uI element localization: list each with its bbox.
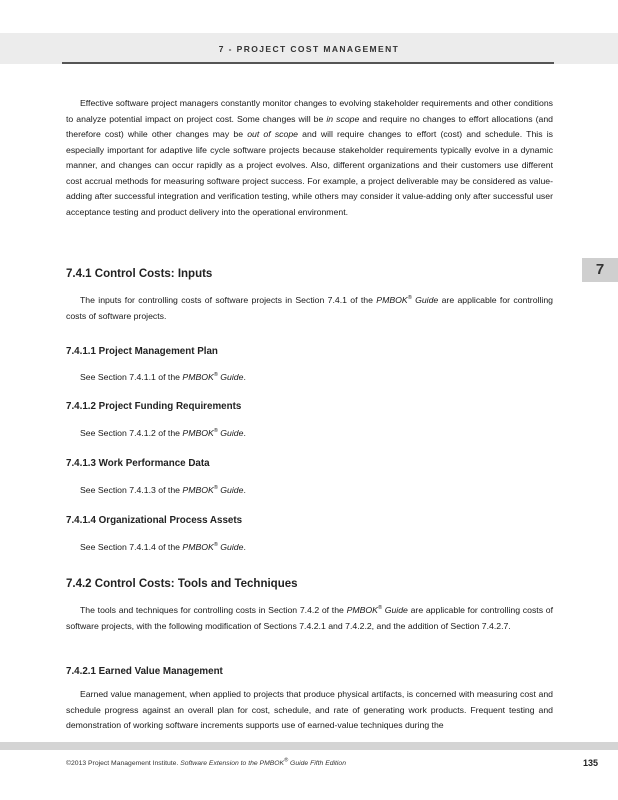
section-7-4-2-paragraph: The tools and techniques for controlling costs in Section 7.4.2 of the PMBOK® Guide are applicable for controlling costs of software projects, with the following modification of Sections 7.4.2.1 and 7.4.2.2, and the addition of Section 7.4.2.7.: [66, 605, 554, 631]
subsection-heading-7-4-1-1: 7.4.1.1 Project Management Plan: [66, 346, 218, 357]
subsection-7-4-1-2-text: See Section 7.4.1.2 of the PMBOK® Guide.: [80, 428, 246, 438]
running-header: 7 - PROJECT COST MANAGEMENT: [218, 44, 400, 54]
chapter-tab[interactable]: 7: [582, 258, 618, 282]
subsection-7-4-1-3-text: See Section 7.4.1.3 of the PMBOK® Guide.: [80, 485, 246, 495]
section-7-4-1-paragraph: The inputs for controlling costs of software projects in Section 7.4.1 of the PMBOK® Guide are applicable for controlling costs of software projects.: [66, 295, 553, 321]
page-number: 135: [583, 758, 599, 768]
footer-copyright: ©2013 Project Management Institute. Software Extension to the PMBOK® Guide Fifth Edition: [66, 757, 346, 767]
subsection-7-4-1-1-text: See Section 7.4.1.1 of the PMBOK® Guide.: [80, 372, 246, 382]
subsection-7-4-1-4-text: See Section 7.4.1.4 of the PMBOK® Guide.: [80, 542, 246, 552]
emphasis-out-of-scope: out of scope: [247, 129, 299, 139]
subsection-heading-7-4-1-2: 7.4.1.2 Project Funding Requirements: [66, 401, 242, 412]
section-7-4-2-1-paragraph: Earned value management, when applied to projects that produce physical artifacts, is concerned with measuring cost and schedule progress against an overall plan for cost, schedule, and rate of generating work products. Frequent testing and demonstration of working software increments supports use of earned-value techniques during the: [66, 689, 553, 730]
section-heading-7-4-2: 7.4.2 Control Costs: Tools and Techniques: [66, 578, 298, 590]
emphasis-in-scope: in scope: [326, 113, 360, 124]
header-rule: [62, 62, 554, 64]
subsection-heading-7-4-2-1: 7.4.2.1 Earned Value Management: [66, 666, 223, 677]
intro-paragraph: Effective software project managers constantly monitor changes to evolving stakeholder requirements and other conditions to analyze potential impact on project cost. Some changes will be in scope and require no changes to effort allocations (and therefore cost) while other changes may be out of scope and will require changes to effort (cost) and schedule. This is especially important for adaptive life cycle software projects because stakeholder requirements typically evolve in a dynamic manner, and changes can occur rapidly as a project evolves. Also, different organizations and their customers use different cost accrual methods for measuring software project success. For example, a project deliverable may be considered as value-adding after successful integration and verification testing, while others may consider it value-adding only after successful user acceptance testing and product delivery into the operational environment.: [66, 98, 553, 217]
section-heading-7-4-1: 7.4.1 Control Costs: Inputs: [66, 268, 213, 280]
subsection-heading-7-4-1-4: 7.4.1.4 Organizational Process Assets: [66, 515, 243, 526]
footer-bar: [0, 742, 618, 750]
subsection-heading-7-4-1-3: 7.4.1.3 Work Performance Data: [66, 458, 210, 469]
